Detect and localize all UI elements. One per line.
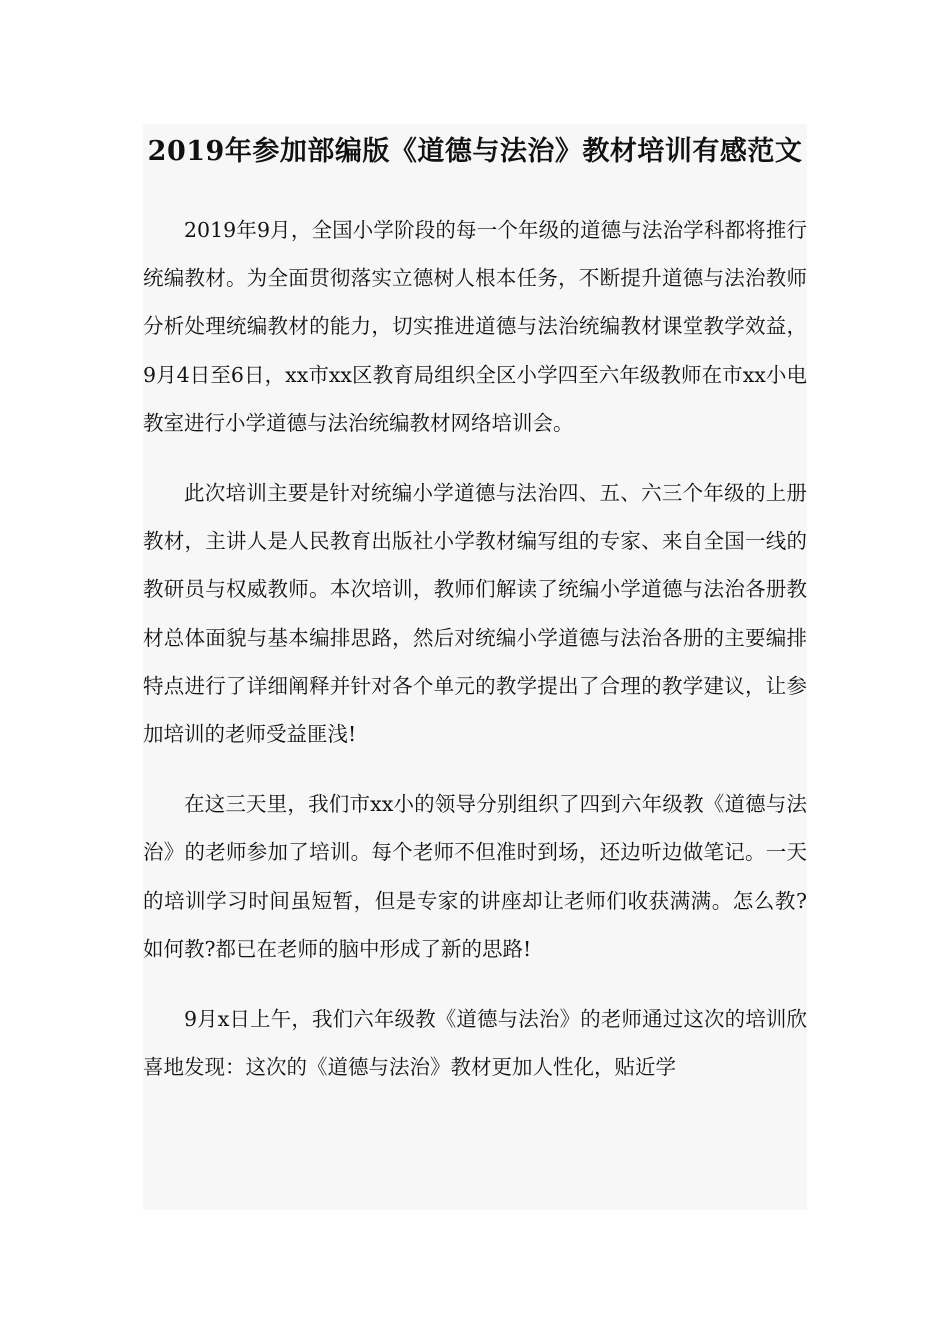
document-title: 2019年参加部编版《道德与法治》教材培训有感范文 — [147, 136, 803, 167]
paragraph-3: 在这三天里，我们市xx小的领导分别组织了四到六年级教《道德与法治》的老师参加了培训。每个老师不但准时到场，还边听边做笔记。一天的培训学习时间虽短暂，但是专家的讲座却让老师们收获满满。怎么教?如何教?都已在老师的脑中形成了新的思路! — [143, 792, 807, 961]
paragraph-4: 9月x日上午，我们六年级教《道德与法治》的老师通过这次的培训欣喜地发现：这次的《道德与法治》教材更加人性化，贴近学 — [143, 1007, 807, 1080]
paragraph-1: 2019年9月，全国小学阶段的每一个年级的道德与法治学科都将推行统编教材。为全面贯彻落实立德树人根本任务，不断提升道德与法治教师分析处理统编教材的能力，切实推进道德与法治统编教材课堂教学效益，9月4日至6日，xx市xx区教育局组织全区小学四至六年级教师在市xx小电教室进行小学道德与法治统编教材网络培训会。 — [143, 218, 807, 435]
document-page — [143, 124, 807, 1210]
paragraph-2: 此次培训主要是针对统编小学道德与法治四、五、六三个年级的上册教材，主讲人是人民教育出版社小学教材编写组的专家、来自全国一线的教研员与权威教师。本次培训，教师们解读了统编小学道德与法治各册教材总体面貌与基本编排思路，然后对统编小学道德与法治各册的主要编排特点进行了详细阐释并针对各个单元的教学提出了合理的教学建议，让参加培训的老师受益匪浅! — [143, 481, 807, 747]
